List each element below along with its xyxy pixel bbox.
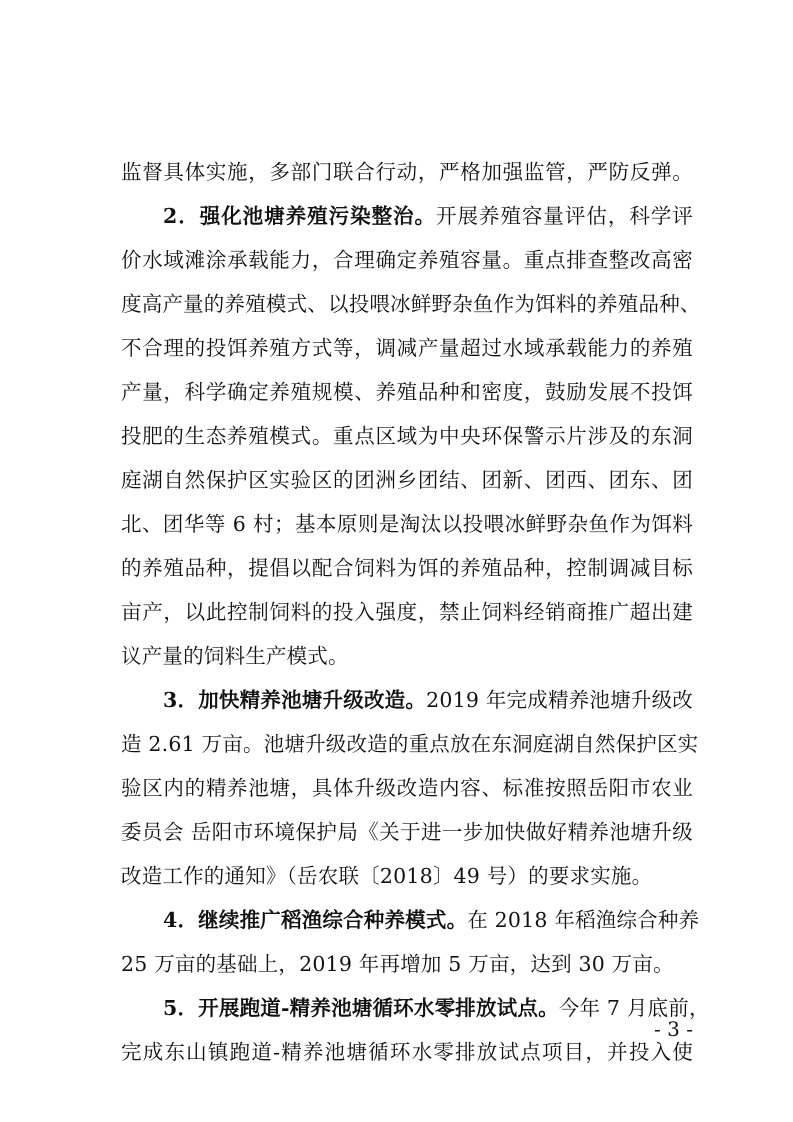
text-line: 造 2.61 万亩。池塘升级改造的重点放在东洞庭湖自然保护区实 [121,732,699,756]
section-heading: 4．继续推广稻渔综合种养模式。 [163,908,468,932]
text-line: 委员会 岳阳市环境保护局《关于进一步加快做好精养池塘升级 [121,820,693,844]
text-line: 25 万亩的基础上，2019 年再增加 5 万亩，达到 30 万亩。 [121,952,674,976]
section-heading: 2．强化池塘养殖污染整治。 [163,204,437,228]
text-line: 监督具体实施，多部门联合行动，严格加强监管，严防反弹。 [121,160,693,184]
text-line: 产量，科学确定养殖规模、养殖品种和密度，鼓励发展不投饵 [121,380,693,404]
text-line: 度高产量的养殖模式、以投喂冰鲜野杂鱼作为饵料的养殖品种、 [121,292,701,316]
text-line: 投肥的生态养殖模式。重点区域为中央环保警示片涉及的东洞 [121,424,693,448]
text-line: 北、团华等 6 村；基本原则是淘汰以投喂冰鲜野杂鱼作为饵料 [121,512,693,536]
section-5-heading-line: 5．开展跑道-精养池塘循环水零排放试点。今年 7 月底前， [163,996,710,1020]
page-number: - 3 - [654,1017,693,1041]
text-line: 价水域滩涂承载能力，合理确定养殖容量。重点排查整改高密 [121,248,693,272]
text-line: 改造工作的通知》（岳农联〔2018〕49 号）的要求实施。 [121,864,653,888]
body-text [121,150,710,1074]
text-line: 亩产，以此控制饲料的投入强度，禁止饲料经销商推广超出建 [121,600,693,624]
section-3-heading-line: 3．加快精养池塘升级改造。2019 年完成精养池塘升级改 [163,688,694,712]
section-heading: 5．开展跑道-精养池塘循环水零排放试点。 [163,996,559,1020]
text-line: 不合理的投饵养殖方式等，调减产量超过水域承载能力的养殖 [121,336,693,360]
text-line: 的养殖品种，提倡以配合饲料为饵的养殖品种，控制调减目标 [121,556,693,580]
text-line: 完成东山镇跑道-精养池塘循环水零排放试点项目，并投入使 [121,1040,693,1064]
section-4-heading-line: 4．继续推广稻渔综合种养模式。在 2018 年稻渔综合种养 [163,908,700,932]
text-line: 议产量的饲料生产模式。 [121,644,349,668]
section-2-heading-line: 2．强化池塘养殖污染整治。开展养殖容量评估，科学评 [163,204,693,228]
text-line: 庭湖自然保护区实验区的团洲乡团结、团新、团西、团东、团 [121,468,693,492]
text-line: 验区内的精养池塘，具体升级改造内容、标准按照岳阳市农业 [121,776,693,800]
section-heading: 3．加快精养池塘升级改造。 [163,688,427,712]
